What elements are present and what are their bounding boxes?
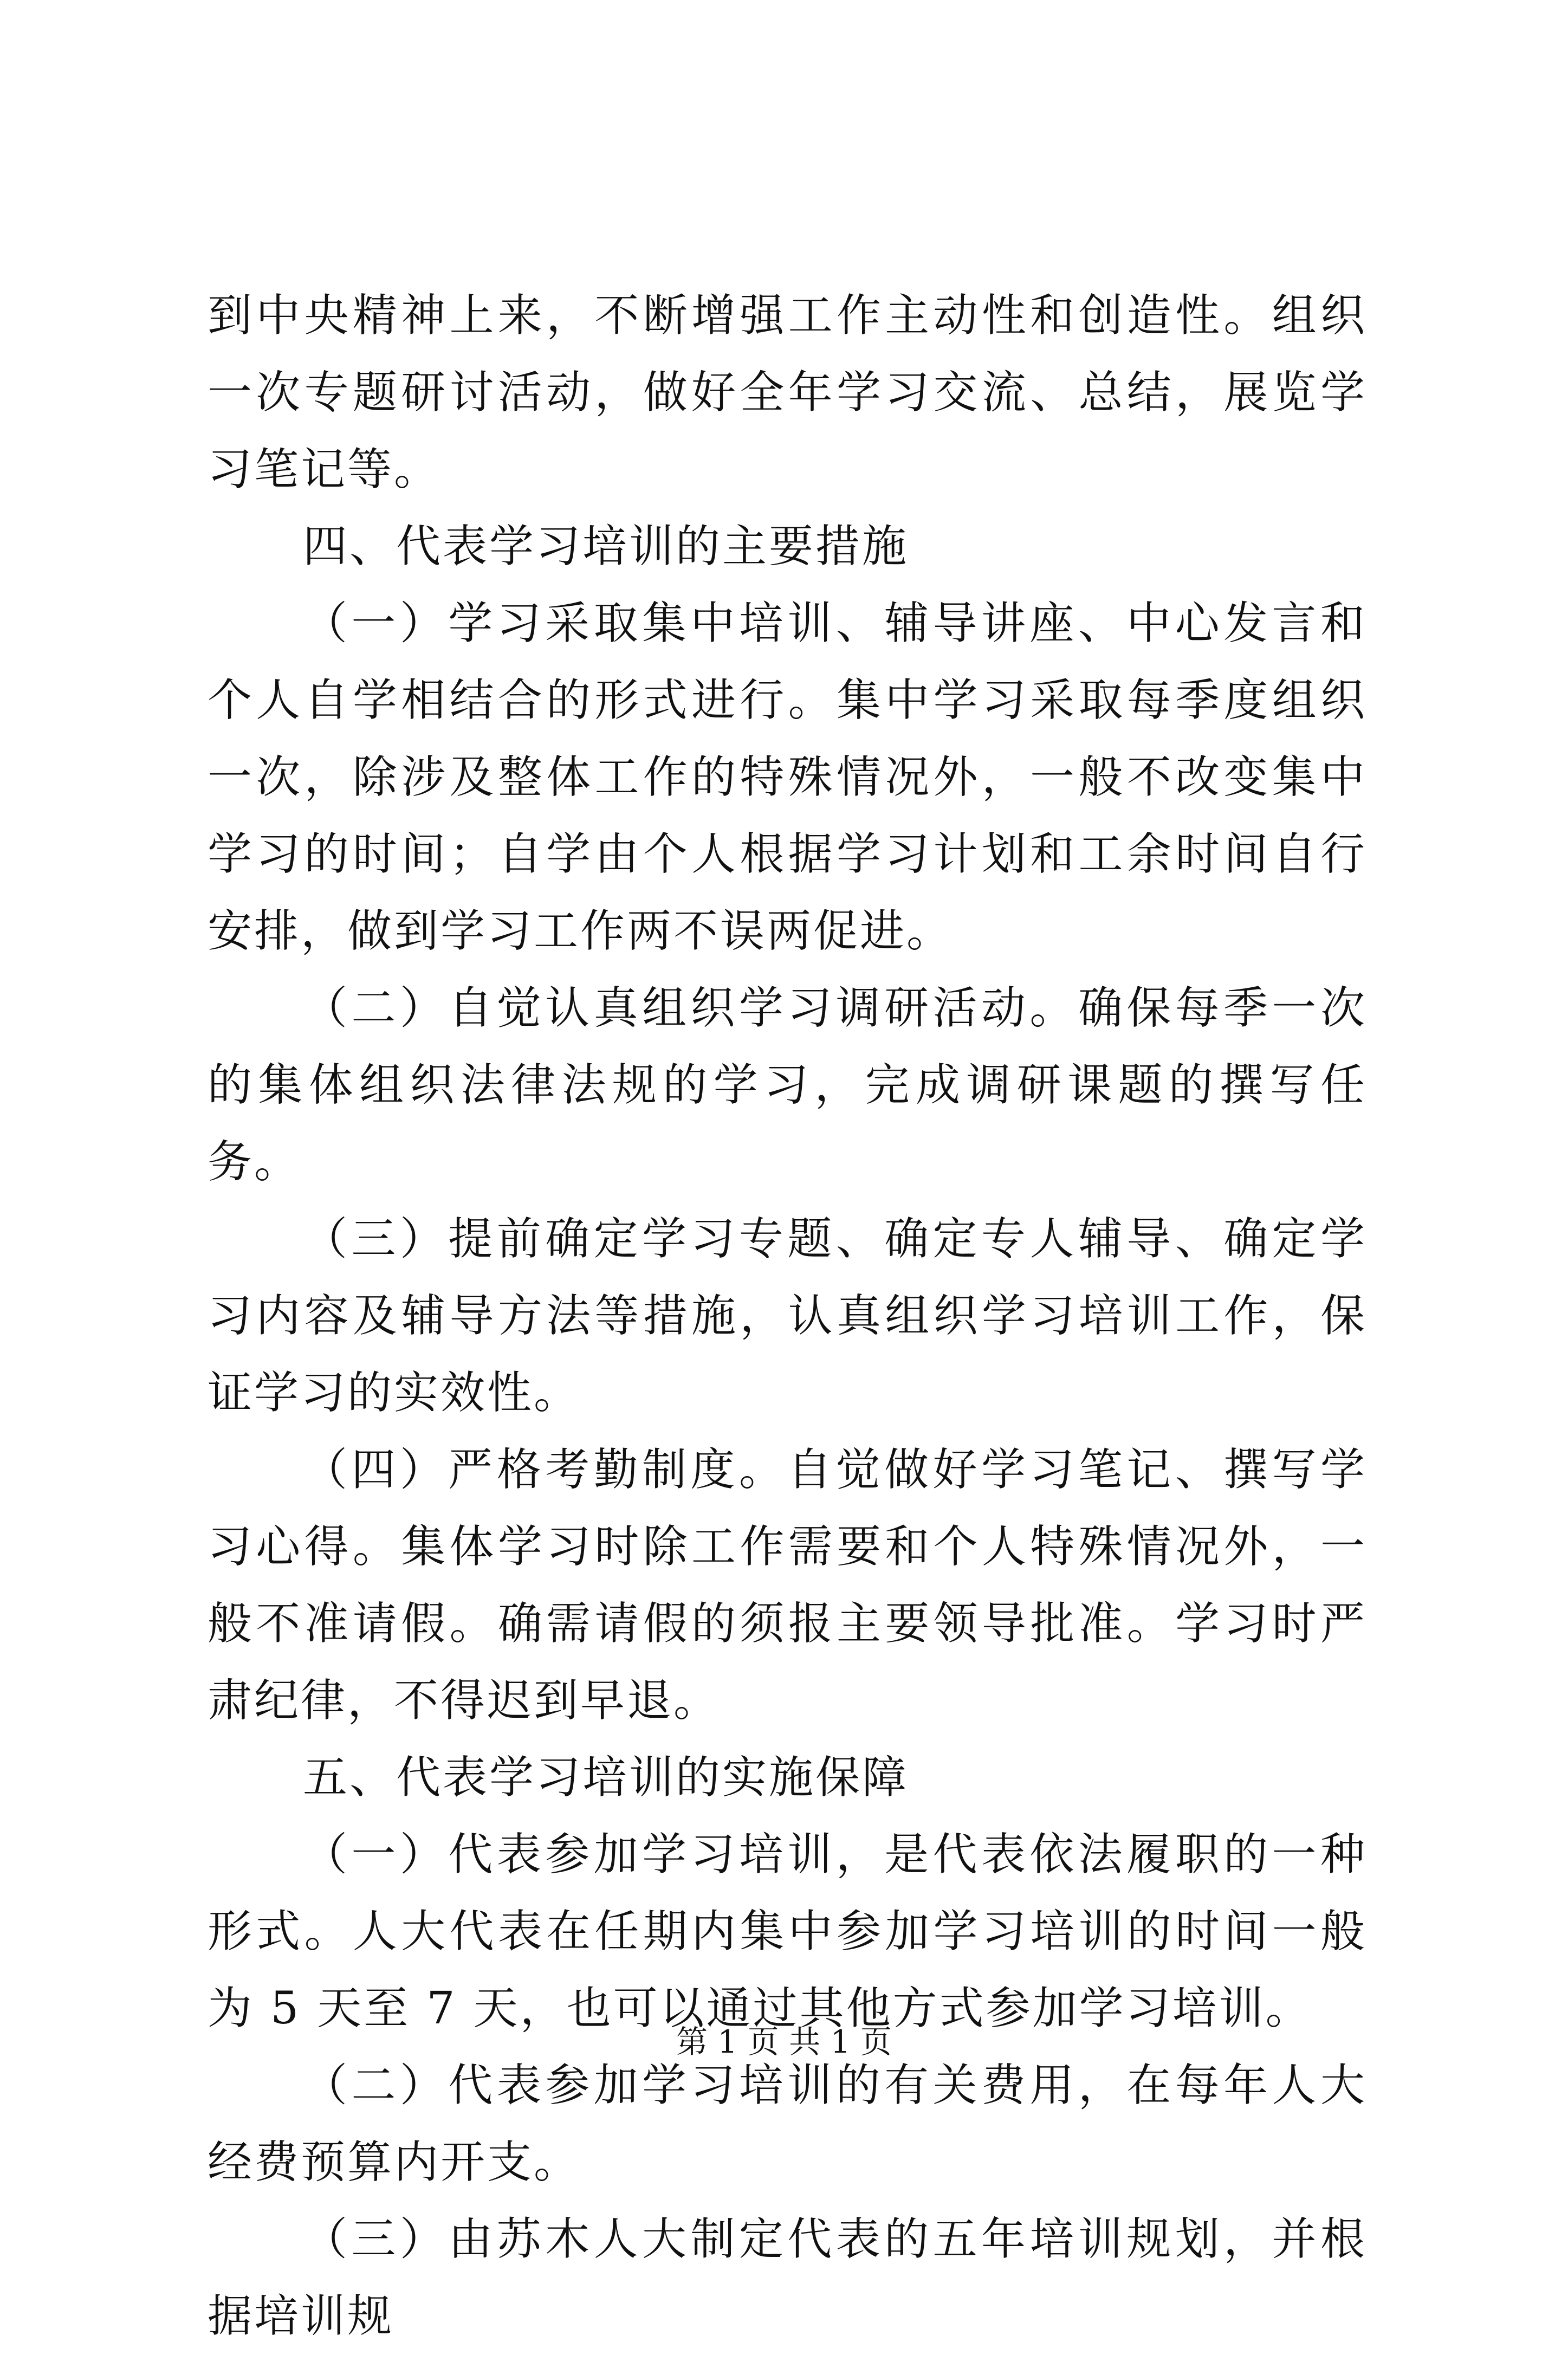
paragraph-guarantee-1: （一）代表参加学习培训，是代表依法履职的一种形式。人大代表在任期内集中参加学习培训的时间一般为 5 天至 7 天，也可以通过其他方式参加学习培训。 bbox=[208, 1829, 1367, 2034]
paragraph-measure-3: （三）提前确定学习专题、确定专人辅导、确定学习内容及辅导方法等措施，认真组织学习培训工作，保证学习的实效性。 bbox=[208, 1213, 1367, 1419]
paragraph-guarantee-3: （三）由苏木人大制定代表的五年培训规划，并根据培训规 bbox=[208, 2214, 1367, 2342]
page-footer: 第 1 页 共 1 页 bbox=[676, 2023, 892, 2060]
section-heading-4: 四、代表学习培训的主要措施 bbox=[303, 521, 909, 572]
paragraph-measure-1: （一）学习采取集中培训、辅导讲座、中心发言和个人自学相结合的形式进行。集中学习采取每季度组织一次，除涉及整体工作的特殊情况外，一般不改变集中学习的时间；自学由个人根据学习计划和工余时间自行安排，做到学习工作两不误两促进。 bbox=[208, 598, 1367, 957]
paragraph-guarantee-2: （二）代表参加学习培训的有关费用，在每年人大经费预算内开支。 bbox=[208, 2060, 1367, 2188]
section-heading-5: 五、代表学习培训的实施保障 bbox=[303, 1752, 909, 1803]
paragraph-measure-4: （四）严格考勤制度。自觉做好学习笔记、撰写学习心得。集体学习时除工作需要和个人特殊情况外，一般不准请假。确需请假的须报主要领导批准。学习时严肃纪律，不得迟到早退。 bbox=[208, 1444, 1367, 1726]
paragraph-continuation: 到中央精神上来，不断增强工作主动性和创造性。组织一次专题研讨活动，做好全年学习交流、总结，展览学习笔记等。 bbox=[208, 290, 1367, 495]
paragraph-measure-2: （二）自觉认真组织学习调研活动。确保每季一次的集体组织法律法规的学习，完成调研课题的撰写任务。 bbox=[208, 982, 1367, 1188]
